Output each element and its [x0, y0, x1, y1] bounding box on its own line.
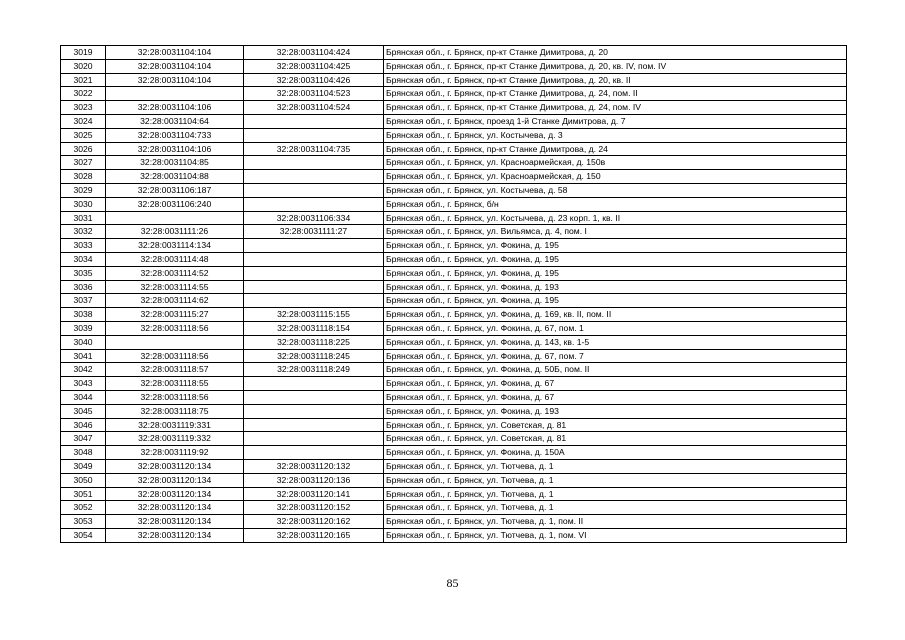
row-number-cell: 3029	[61, 183, 106, 197]
table-row	[61, 73, 847, 87]
address-cell: Брянская обл., г. Брянск, ул. Костычева, д. 23 корп. 1, кв. II	[384, 211, 847, 225]
address-cell: Брянская обл., г. Брянск, ул. Тютчева, д. 1	[384, 459, 847, 473]
row-number-cell: 3030	[61, 197, 106, 211]
building-cadastral-number-cell	[244, 239, 384, 253]
building-cadastral-number-cell: 32:28:0031120:141	[244, 487, 384, 501]
table-row	[61, 473, 847, 487]
land-cadastral-number-cell: 32:28:0031104:106	[106, 101, 244, 115]
address-cell: Брянская обл., г. Брянск, ул. Советская, д. 81	[384, 432, 847, 446]
row-number-cell: 3031	[61, 211, 106, 225]
building-cadastral-number-cell	[244, 252, 384, 266]
row-number-cell: 3054	[61, 528, 106, 542]
row-number-cell: 3035	[61, 266, 106, 280]
land-cadastral-number-cell: 32:28:0031114:48	[106, 252, 244, 266]
table-row	[61, 59, 847, 73]
land-cadastral-number-cell: 32:28:0031120:134	[106, 515, 244, 529]
building-cadastral-number-cell	[244, 446, 384, 460]
address-cell: Брянская обл., г. Брянск, пр-кт Станке Димитрова, д. 24, пом. IV	[384, 101, 847, 115]
address-cell: Брянская обл., г. Брянск, ул. Вильямса, д. 4, пом. I	[384, 225, 847, 239]
land-cadastral-number-cell: 32:28:0031118:56	[106, 321, 244, 335]
building-cadastral-number-cell: 32:28:0031120:165	[244, 528, 384, 542]
building-cadastral-number-cell: 32:28:0031104:524	[244, 101, 384, 115]
building-cadastral-number-cell	[244, 183, 384, 197]
land-cadastral-number-cell: 32:28:0031114:62	[106, 294, 244, 308]
property-table	[60, 45, 847, 543]
building-cadastral-number-cell: 32:28:0031118:249	[244, 363, 384, 377]
land-cadastral-number-cell	[106, 87, 244, 101]
address-cell: Брянская обл., г. Брянск, ул. Тютчева, д. 1	[384, 487, 847, 501]
building-cadastral-number-cell: 32:28:0031111:27	[244, 225, 384, 239]
land-cadastral-number-cell: 32:28:0031104:733	[106, 128, 244, 142]
building-cadastral-number-cell: 32:28:0031104:425	[244, 59, 384, 73]
row-number-cell: 3052	[61, 501, 106, 515]
table-row	[61, 252, 847, 266]
building-cadastral-number-cell	[244, 156, 384, 170]
table-row	[61, 321, 847, 335]
building-cadastral-number-cell	[244, 404, 384, 418]
address-cell: Брянская обл., г. Брянск, ул. Советская, д. 81	[384, 418, 847, 432]
building-cadastral-number-cell: 32:28:0031104:426	[244, 73, 384, 87]
row-number-cell: 3039	[61, 321, 106, 335]
address-cell: Брянская обл., г. Брянск, ул. Фокина, д. 67	[384, 377, 847, 391]
land-cadastral-number-cell	[106, 335, 244, 349]
table-row	[61, 404, 847, 418]
building-cadastral-number-cell: 32:28:0031104:424	[244, 46, 384, 60]
land-cadastral-number-cell: 32:28:0031106:187	[106, 183, 244, 197]
land-cadastral-number-cell: 32:28:0031120:134	[106, 501, 244, 515]
table-row	[61, 197, 847, 211]
table-row	[61, 142, 847, 156]
table-row	[61, 211, 847, 225]
table-row	[61, 128, 847, 142]
building-cadastral-number-cell: 32:28:0031106:334	[244, 211, 384, 225]
address-cell: Брянская обл., г. Брянск, ул. Фокина, д. 143, кв. 1-5	[384, 335, 847, 349]
row-number-cell: 3048	[61, 446, 106, 460]
row-number-cell: 3051	[61, 487, 106, 501]
address-cell: Брянская обл., г. Брянск, ул. Фокина, д. 50Б, пом. II	[384, 363, 847, 377]
table-row	[61, 114, 847, 128]
table-row	[61, 101, 847, 115]
row-number-cell: 3024	[61, 114, 106, 128]
table-row	[61, 156, 847, 170]
row-number-cell: 3037	[61, 294, 106, 308]
row-number-cell: 3038	[61, 308, 106, 322]
land-cadastral-number-cell: 32:28:0031120:134	[106, 487, 244, 501]
address-cell: Брянская обл., г. Брянск, ул. Костычева, д. 3	[384, 128, 847, 142]
address-cell: Брянская обл., г. Брянск, ул. Фокина, д. 150А	[384, 446, 847, 460]
row-number-cell: 3023	[61, 101, 106, 115]
address-cell: Брянская обл., г. Брянск, ул. Тютчева, д. 1, пом. VI	[384, 528, 847, 542]
land-cadastral-number-cell: 32:28:0031114:134	[106, 239, 244, 253]
building-cadastral-number-cell	[244, 266, 384, 280]
table-row	[61, 501, 847, 515]
address-cell: Брянская обл., г. Брянск, ул. Фокина, д. 195	[384, 266, 847, 280]
table-row	[61, 239, 847, 253]
table-row	[61, 280, 847, 294]
land-cadastral-number-cell	[106, 211, 244, 225]
row-number-cell: 3021	[61, 73, 106, 87]
building-cadastral-number-cell	[244, 128, 384, 142]
land-cadastral-number-cell: 32:28:0031106:240	[106, 197, 244, 211]
land-cadastral-number-cell: 32:28:0031118:56	[106, 390, 244, 404]
row-number-cell: 3028	[61, 170, 106, 184]
address-cell: Брянская обл., г. Брянск, ул. Фокина, д. 67	[384, 390, 847, 404]
building-cadastral-number-cell: 32:28:0031120:136	[244, 473, 384, 487]
building-cadastral-number-cell	[244, 432, 384, 446]
building-cadastral-number-cell	[244, 377, 384, 391]
table-row	[61, 459, 847, 473]
table-row	[61, 390, 847, 404]
row-number-cell: 3033	[61, 239, 106, 253]
building-cadastral-number-cell: 32:28:0031118:245	[244, 349, 384, 363]
address-cell: Брянская обл., г. Брянск, ул. Фокина, д. 195	[384, 252, 847, 266]
land-cadastral-number-cell: 32:28:0031118:57	[106, 363, 244, 377]
address-cell: Брянская обл., г. Брянск, ул. Фокина, д. 195	[384, 239, 847, 253]
building-cadastral-number-cell: 32:28:0031118:154	[244, 321, 384, 335]
building-cadastral-number-cell	[244, 280, 384, 294]
table-row	[61, 335, 847, 349]
row-number-cell: 3045	[61, 404, 106, 418]
address-cell: Брянская обл., г. Брянск, ул. Тютчева, д. 1	[384, 473, 847, 487]
building-cadastral-number-cell: 32:28:0031118:225	[244, 335, 384, 349]
address-cell: Брянская обл., г. Брянск, ул. Фокина, д. 193	[384, 280, 847, 294]
address-cell: Брянская обл., г. Брянск, пр-кт Станке Димитрова, д. 20	[384, 46, 847, 60]
row-number-cell: 3043	[61, 377, 106, 391]
page-number: 85	[446, 576, 459, 590]
row-number-cell: 3047	[61, 432, 106, 446]
table-row	[61, 363, 847, 377]
address-cell: Брянская обл., г. Брянск, пр-кт Станке Димитрова, д. 24	[384, 142, 847, 156]
address-cell: Брянская обл., г. Брянск, ул. Костычева, д. 58	[384, 183, 847, 197]
address-cell: Брянская обл., г. Брянск, ул. Тютчева, д. 1, пом. II	[384, 515, 847, 529]
address-cell: Брянская обл., г. Брянск, ул. Фокина, д. 193	[384, 404, 847, 418]
document-page	[60, 45, 846, 543]
row-number-cell: 3044	[61, 390, 106, 404]
building-cadastral-number-cell	[244, 114, 384, 128]
row-number-cell: 3050	[61, 473, 106, 487]
table-row	[61, 528, 847, 542]
land-cadastral-number-cell: 32:28:0031104:104	[106, 59, 244, 73]
building-cadastral-number-cell	[244, 418, 384, 432]
land-cadastral-number-cell: 32:28:0031114:55	[106, 280, 244, 294]
building-cadastral-number-cell	[244, 170, 384, 184]
table-row	[61, 515, 847, 529]
table-row	[61, 418, 847, 432]
row-number-cell: 3040	[61, 335, 106, 349]
table-row	[61, 308, 847, 322]
table-row	[61, 87, 847, 101]
table-row	[61, 294, 847, 308]
land-cadastral-number-cell: 32:28:0031119:331	[106, 418, 244, 432]
land-cadastral-number-cell: 32:28:0031114:52	[106, 266, 244, 280]
table-row	[61, 487, 847, 501]
row-number-cell: 3034	[61, 252, 106, 266]
row-number-cell: 3046	[61, 418, 106, 432]
address-cell: Брянская обл., г. Брянск, пр-кт Станке Димитрова, д. 20, кв. II	[384, 73, 847, 87]
row-number-cell: 3042	[61, 363, 106, 377]
row-number-cell: 3019	[61, 46, 106, 60]
building-cadastral-number-cell	[244, 197, 384, 211]
row-number-cell: 3022	[61, 87, 106, 101]
land-cadastral-number-cell: 32:28:0031120:134	[106, 473, 244, 487]
land-cadastral-number-cell: 32:28:0031111:26	[106, 225, 244, 239]
row-number-cell: 3053	[61, 515, 106, 529]
building-cadastral-number-cell: 32:28:0031120:152	[244, 501, 384, 515]
address-cell: Брянская обл., г. Брянск, б/н	[384, 197, 847, 211]
address-cell: Брянская обл., г. Брянск, ул. Фокина, д. 195	[384, 294, 847, 308]
address-cell: Брянская обл., г. Брянск, пр-кт Станке Димитрова, д. 20, кв. IV, пом. IV	[384, 59, 847, 73]
building-cadastral-number-cell: 32:28:0031120:162	[244, 515, 384, 529]
building-cadastral-number-cell	[244, 390, 384, 404]
land-cadastral-number-cell: 32:28:0031120:134	[106, 459, 244, 473]
row-number-cell: 3036	[61, 280, 106, 294]
land-cadastral-number-cell: 32:28:0031104:85	[106, 156, 244, 170]
land-cadastral-number-cell: 32:28:0031119:92	[106, 446, 244, 460]
table-row	[61, 46, 847, 60]
land-cadastral-number-cell: 32:28:0031104:104	[106, 46, 244, 60]
address-cell: Брянская обл., г. Брянск, пр-кт Станке Димитрова, д. 24, пом. II	[384, 87, 847, 101]
table-row	[61, 183, 847, 197]
table-row	[61, 225, 847, 239]
building-cadastral-number-cell: 32:28:0031120:132	[244, 459, 384, 473]
land-cadastral-number-cell: 32:28:0031120:134	[106, 528, 244, 542]
address-cell: Брянская обл., г. Брянск, ул. Фокина, д. 67, пом. 7	[384, 349, 847, 363]
address-cell: Брянская обл., г. Брянск, ул. Красноармейская, д. 150в	[384, 156, 847, 170]
row-number-cell: 3020	[61, 59, 106, 73]
land-cadastral-number-cell: 32:28:0031119:332	[106, 432, 244, 446]
table-row	[61, 170, 847, 184]
building-cadastral-number-cell	[244, 294, 384, 308]
land-cadastral-number-cell: 32:28:0031118:55	[106, 377, 244, 391]
land-cadastral-number-cell: 32:28:0031104:64	[106, 114, 244, 128]
land-cadastral-number-cell: 32:28:0031104:106	[106, 142, 244, 156]
address-cell: Брянская обл., г. Брянск, проезд 1-й Станке Димитрова, д. 7	[384, 114, 847, 128]
land-cadastral-number-cell: 32:28:0031104:104	[106, 73, 244, 87]
address-cell: Брянская обл., г. Брянск, ул. Фокина, д. 67, пом. 1	[384, 321, 847, 335]
address-cell: Брянская обл., г. Брянск, ул. Фокина, д. 169, кв. II, пом. II	[384, 308, 847, 322]
property-table-body	[61, 46, 847, 543]
land-cadastral-number-cell: 32:28:0031118:56	[106, 349, 244, 363]
address-cell: Брянская обл., г. Брянск, ул. Красноармейская, д. 150	[384, 170, 847, 184]
table-row	[61, 432, 847, 446]
row-number-cell: 3025	[61, 128, 106, 142]
table-row	[61, 266, 847, 280]
address-cell: Брянская обл., г. Брянск, ул. Тютчева, д. 1	[384, 501, 847, 515]
table-row	[61, 446, 847, 460]
land-cadastral-number-cell: 32:28:0031104:88	[106, 170, 244, 184]
row-number-cell: 3026	[61, 142, 106, 156]
row-number-cell: 3032	[61, 225, 106, 239]
row-number-cell: 3041	[61, 349, 106, 363]
building-cadastral-number-cell: 32:28:0031115:155	[244, 308, 384, 322]
table-row	[61, 349, 847, 363]
building-cadastral-number-cell: 32:28:0031104:735	[244, 142, 384, 156]
land-cadastral-number-cell: 32:28:0031115:27	[106, 308, 244, 322]
row-number-cell: 3049	[61, 459, 106, 473]
land-cadastral-number-cell: 32:28:0031118:75	[106, 404, 244, 418]
table-row	[61, 377, 847, 391]
building-cadastral-number-cell: 32:28:0031104:523	[244, 87, 384, 101]
row-number-cell: 3027	[61, 156, 106, 170]
